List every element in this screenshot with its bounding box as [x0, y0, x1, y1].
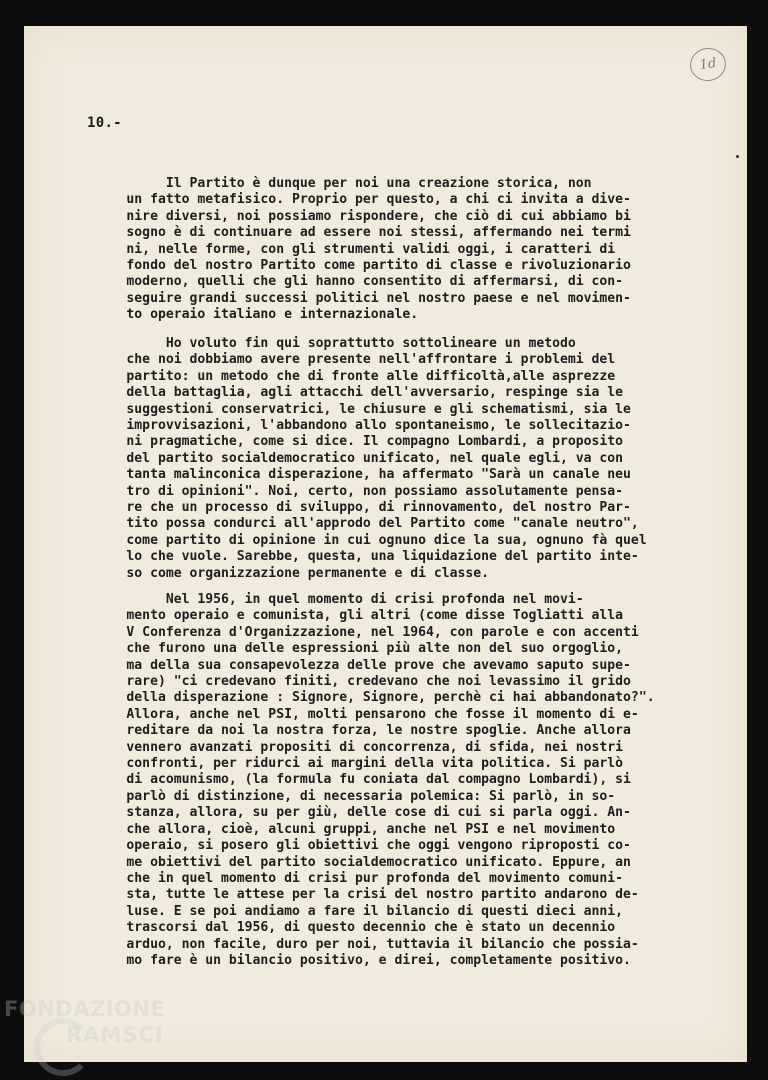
paragraph-2: Ho voluto fin qui soprattutto sottolineare un metodo che noi dobbiamo avere presente nell'affrontare i problemi del partito: un metodo che di fronte alle difficoltà,alle asprezze della battaglia, agli attacchi dell'avversario, respinge sia le suggestioni conservatrici, le chiusure e gli schematismi, sia le improvvisazioni, l'abbandono allo spontaneismo, le sollecitazio- ni pragmatiche, come si dice. Il compagno Lombardi, a proposito del partito socialdemocratico unificato, nel quale egli, va con tanta malinconica disperazione, ha affermato "Sarà un canale neu tro di opinioni". Noi, certo, non possiamo assolutamente pensa- re che un processo di sviluppo, di rinnovamento, del nostro Par- tito possa condurci all'approdo del Partito come "canale neutro", come partito di opinione in cui ognuno dice la sua, ognuno fà quel lo che vuole. Sarebbe, questa, una liquidazione del partito inte- so come organizzazione permanente e di classe. [126, 336, 647, 581]
watermark-line-2: RAMSCI [66, 1023, 164, 1047]
archive-stamp [688, 46, 728, 84]
page-number: 10.- [87, 115, 122, 131]
fondazione-gramsci-watermark [4, 996, 165, 1048]
watermark-g-logo-icon [34, 1018, 92, 1076]
document-page [24, 26, 747, 1062]
ink-speck [736, 155, 739, 158]
watermark-line-1: FONDAZIONE [4, 997, 166, 1021]
paragraph-1: Il Partito è dunque per noi una creazione storica, non un fatto metafisico. Proprio per questo, a chi ci invita a dive- nire diversi, noi possiamo rispondere, che ciò di cui abbiamo bi sogno è di continuare ad essere noi stessi, affermando nei termi ni, nelle forme, con gli strumenti validi oggi, i caratteri di fondo del nostro Partito come partito di classe e rivoluzionario moderno, quelli che gli hanno consentito di affermarsi, di con- seguire grandi successi politici nel nostro paese e nel movimen- to operaio italiano e internazionale. [126, 176, 631, 323]
paragraph-3: Nel 1956, in quel momento di crisi profonda nel movi- mento operaio e comunista, gli altri (come disse Togliatti alla V Conferenza d'Organizzazione, nel 1964, con parole e con accenti che furono una delle espressioni più alte non del suo orgoglio, ma della sua consapevolezza delle prove che avevamo saputo supe- rare) "ci credevano finiti, credevano che noi levassimo il grido della disperazione : Signore, Signore, perchè ci hai abbandonato?". Allora, anche nel PSI, molti pensarono che fosse il momento di e- reditare da noi la nostra forza, le nostre spoglie. Anche allora vennero avanzati propositi di concorrenza, di sfida, nei nostri confronti, per ridurci ai margini della vita politica. Si parlò di acomunismo, (la formula fu coniata dal compagno Lombardi), si parlò di distinzione, di necessaria polemica: Si parlò, in so- stanza, allora, su per giù, delle cose di cui si parla oggi. An- che allora, cioè, alcuni gruppi, anche nel PSI e nel movimento operaio, si posero gli obiettivi che oggi vengono riproposti co- me obiettivi del partito socialdemocratico unificato. Eppure, an che in quel momento di crisi pur profonda del movimento comuni- sta, tutte le attese per la crisi del nostro partito andarono de- luse. E se poi andiamo a fare il bilancio di questi dieci anni, trascorsi dal 1956, di questo decennio che è stato un decennio arduo, non facile, duro per noi, tuttavia il bilancio che possia- mo fare è un bilancio positivo, e direi, completamente positivo. [126, 592, 655, 968]
archive-stamp-label: 1d [698, 55, 718, 74]
